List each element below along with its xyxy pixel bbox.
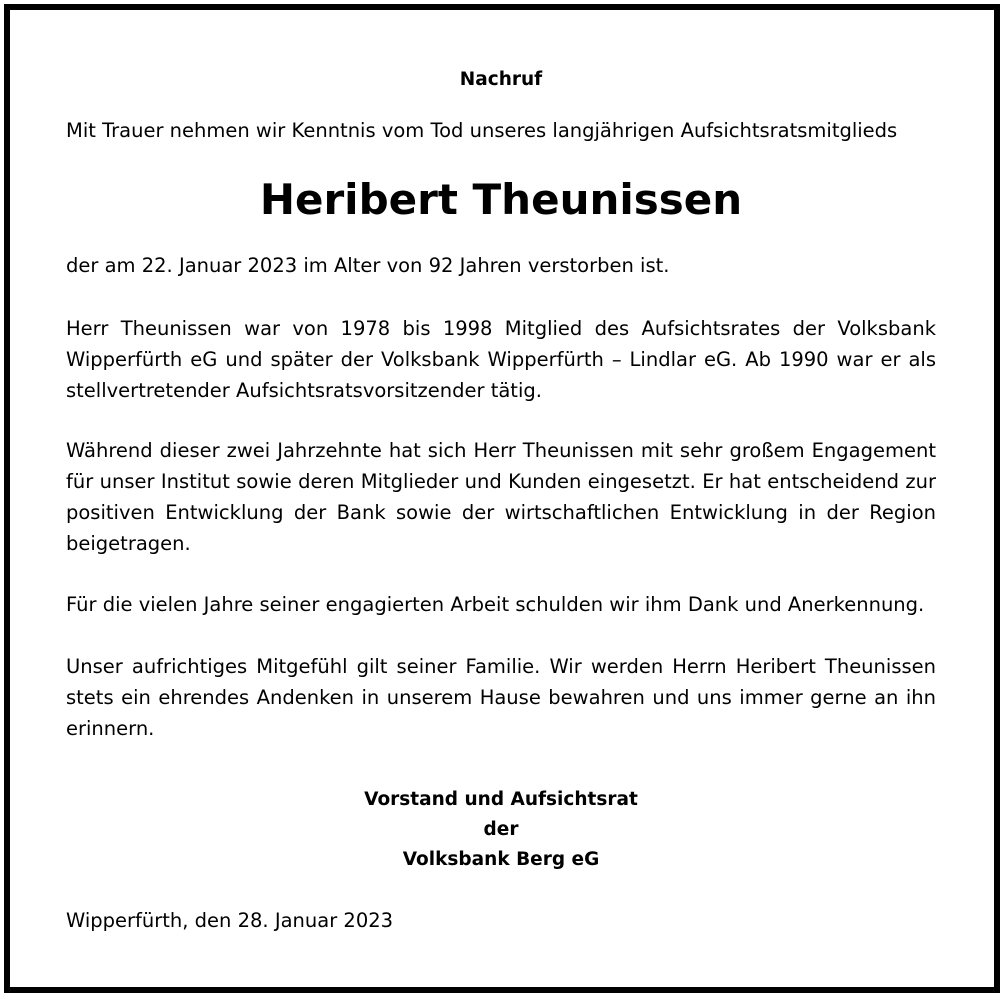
notice-heading: Nachruf [459,69,543,90]
signature-line-of: der [483,819,519,840]
death-line: der am 22. Januar 2023 im Alter von 92 Jahren verstorben ist. [66,254,670,277]
signature-line-bank: Volksbank Berg eG [402,849,600,870]
deceased-name: Heribert Theunissen [259,175,743,224]
paragraph-condolence: Unser aufrichtiges Mitgefühl gilt seiner Familie. Wir werden Herrn Heribert Theunissen stets ein ehrendes Andenken in unserem Hause bewahren und uns immer gerne an ihn erinnern. [66,655,936,740]
paragraph-thanks: Für die vielen Jahre seiner engagierten Arbeit schulden wir ihm Dank und Anerkennung. [66,593,925,616]
intro-line: Mit Trauer nehmen wir Kenntnis vom Tod unseres langjährigen Aufsichtsratsmitglieds [66,119,898,142]
paragraph-tenure: Herr Theunissen war von 1978 bis 1998 Mitglied des Aufsichtsrates der Volksbank Wipperfürth eG und später der Volksbank Wipperfürth – Lindlar eG. Ab 1990 war er als stellvertretender Aufsichtsratsvorsitzender tätig. [66,317,936,402]
signature-line-board: Vorstand und Aufsichtsrat [364,789,638,810]
place-date: Wipperfürth, den 28. Januar 2023 [66,909,394,932]
paragraph-engagement: Während dieser zwei Jahrzehnte hat sich Herr Theunissen mit sehr großem Engagement für unser Institut sowie deren Mitglieder und Kunden eingesetzt. Er hat entscheidend zur positiven Entwicklung der Bank sowie der wirtschaftlichen Entwicklung in der Region beigetragen. [66,439,936,555]
signature-block [66,785,936,875]
